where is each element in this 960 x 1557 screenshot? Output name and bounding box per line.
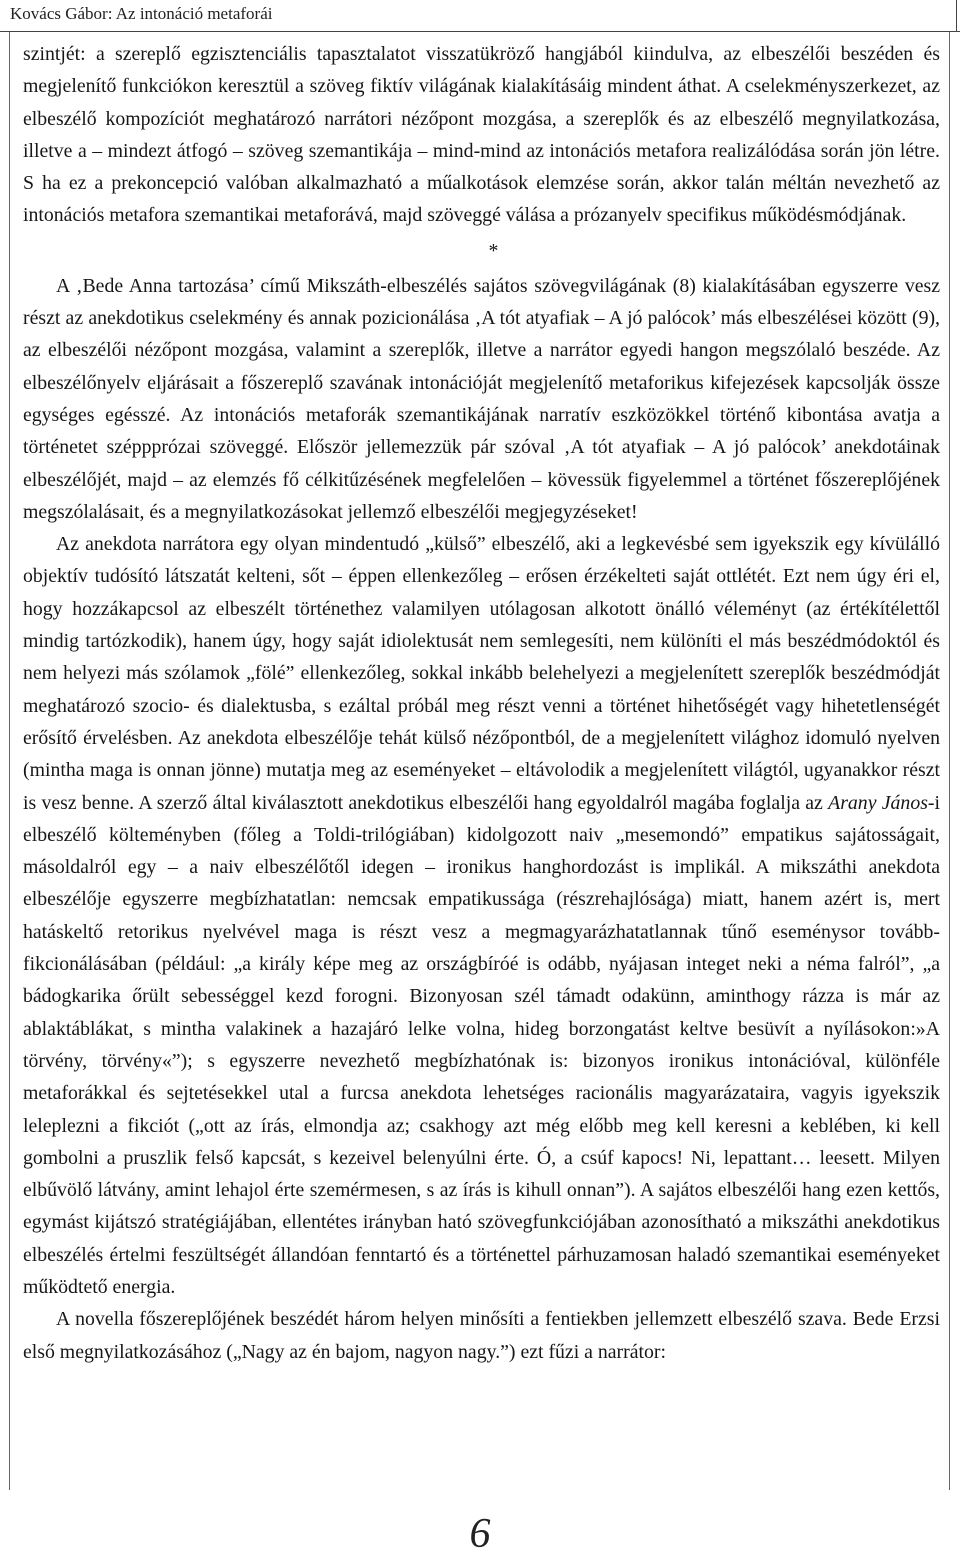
section-separator [23, 232, 940, 270]
page-number: 6 [469, 1511, 491, 1557]
right-margin-rule [949, 32, 950, 1490]
running-title: Kovács Gábor: Az intonáció metaforái [10, 4, 273, 23]
page-body [23, 38, 940, 1368]
author-name-italic: Arany János [828, 791, 928, 814]
left-margin-rule [9, 32, 10, 1490]
asterisk-separator: * [488, 239, 499, 262]
paragraph-3-text-b: -i elbeszélő költeményben (főleg a Toldi-trilógiában) kidolgozott naiv „mesemondó” empatikus sajátosságait, másoldalról egy – a naiv elbeszélőtől idegen – ironikus hanghordozást is implikál. A mikszáthi anekdota elbeszélője egyszerre megbízhatatlan: nemcsak empatikussága (részrehajlósága) miatt, hanem azért is, mert hatáskeltő retorikus nyelvével maga is részt vesz a megmagyarázhatatlannak tűnő eseménysor tovább-fikcionálásában (például: „a király képe meg az országbíróé is odább, nyájasan integet neki a néma falról”, „a bádogkarika őrült sebességgel kezd forogni. Bizonyosan szél támadt odakünn, aminthogy rázza is már az ablaktáblákat, s mintha valakinek a hazajáró lelke volna, hideg borzongatást keltve besüvít a nyílásokon:»A törvény, törvény«”); s egyszerre nevezhető megbízhatónak is: bizonyos ironikus intonációval, különféle metaforákkal és sejtetésekkel utal a furcsa anekdota lehetséges racionális magyarázataira, vagyis igyekszik leleplezni a fikciót („ott az írás, elmondja az; csakhogy azt még előbb meg kell keresni a keblében, ki kell gombolni a pruszlik felső kapcsát, s kezeivel belenyúlni érte. Ó, a csúf kapocs! Ni, lepattant… leesett. Milyen elbűvölő látvány, amint lehajol érte szemérmesen, s az írás is kihull onnan”). A sajátos elbeszélői hang ezen kettős, egymást kijátszó stratégiájában, ellentétes irányban ható szövegfunkciójában azonosítható a mikszáthi anekdotikus elbeszélés értelmi feszültségét állandóan fenntartó és a történettel párhuzamosan haladó szemantikai eseményeket működtető energia. [23, 791, 940, 1298]
paragraph-3-text-a: Az anekdota narrátora egy olyan mindentudó „külső” elbeszélő, aki a legkevésbé sem igyekszik egy kívülálló objektív tudósító látszatát kelteni, sőt – éppen ellenkezőleg – erősen érzékelteti saját ottlétét. Ezt nem úgy éri el, hogy hozzákapcsol az elbeszélt történethez valamilyen utólagosan alkotott önálló véleményt (az értékítélettől mindig tartózkodik), hanem úgy, hogy saját idiolektusát nem semlegesíti, nem különíti el más beszédmódoktól és nem helyezi más szólamok „fölé” ellenkezőleg, sokkal inkább belehelyezi a megjelenített szereplők beszédmódját meghatározó szocio- és dialektusba, s ezáltal próbál meg részt venni a történet hihetőségét vagy hihetetlenségét erősítő érvelésben. Az anekdota elbeszélője tehát külső nézőpontból, de a megjelenített világhoz idomuló nyelven (mintha maga is onnan jönne) mutatja meg az eseményeket – eltávolodik a megjelenített világtól, ugyanakkor részt is vesz benne. A szerző által kiválasztott anekdotikus elbeszélői hang egyoldalról magába foglalja az [23, 533, 940, 814]
running-header [0, 0, 960, 32]
paragraph-4: A novella főszereplőjének beszédét három helyen minősíti a fentiekben jellemzett elbeszélő szava. Bede Erzsi első megnyilatkozásához („Nagy az én bajom, nagyon nagy.”) ezt fűzi a narrátor: [23, 1308, 940, 1363]
paragraph-3 [23, 528, 940, 1303]
paragraph-2: A ‚Bede Anna tartozása’ című Mikszáth-elbeszélés sajátos szövegvilágának (8) kialakításában egyszerre vesz részt az anekdotikus cselekmény és annak pozicionálása ‚A tót atyafiak – A jó palócok’ más elbeszélései között (9), az elbeszélői nézőpont mozgása, valamint a szereplők, illetve a narrátor egyedi hangon megszólaló beszéde. Az elbeszélőnyelv eljárásait a főszereplő szavának intonációját megjelenítő metaforikus kifejezések kapcsolják össze egységes egésszé. Az intonációs metaforák szemantikájának narratív eszközökkel történő kibontása avatja a történetet széppprózai szöveggé. Először jellemezzük pár szóval ‚A tót atyafiak – A jó palócok’ anekdotáinak elbeszélőjét, majd – az elemzés fő célkitűzésének megfelelően – kövessük figyelemmel a történet főszereplőjének megszólalásait, és a megnyilatkozásokat jellemző elbeszélői megjegyzéseket! [23, 274, 940, 523]
header-right-rule [956, 0, 957, 31]
paragraph-1: szintjét: a szereplő egzisztenciális tapasztalatot visszatükröző hangjából kiindulva, az elbeszélői beszéden és megjelenítő funkciókon keresztül a szöveg fiktív világának kialakításáig mindent áthat. A cselekményszerkezet, az elbeszélő kompozíciót meghatározó narrátori nézőpont mozgása, a szereplők és az elbeszélő megnyilatkozása, illetve a – mindezt átfogó – szöveg szemantikája – mind-mind az intonációs metafora realizálódása során jön létre. S ha ez a prekoncepció valóban alkalmazható a műalkotások elemzése során, akkor talán méltán nevezhető az intonációs metafora szemantikai metaforává, majd szöveggé válása a prózanyelv specifikus működésmódjának. [23, 43, 940, 227]
